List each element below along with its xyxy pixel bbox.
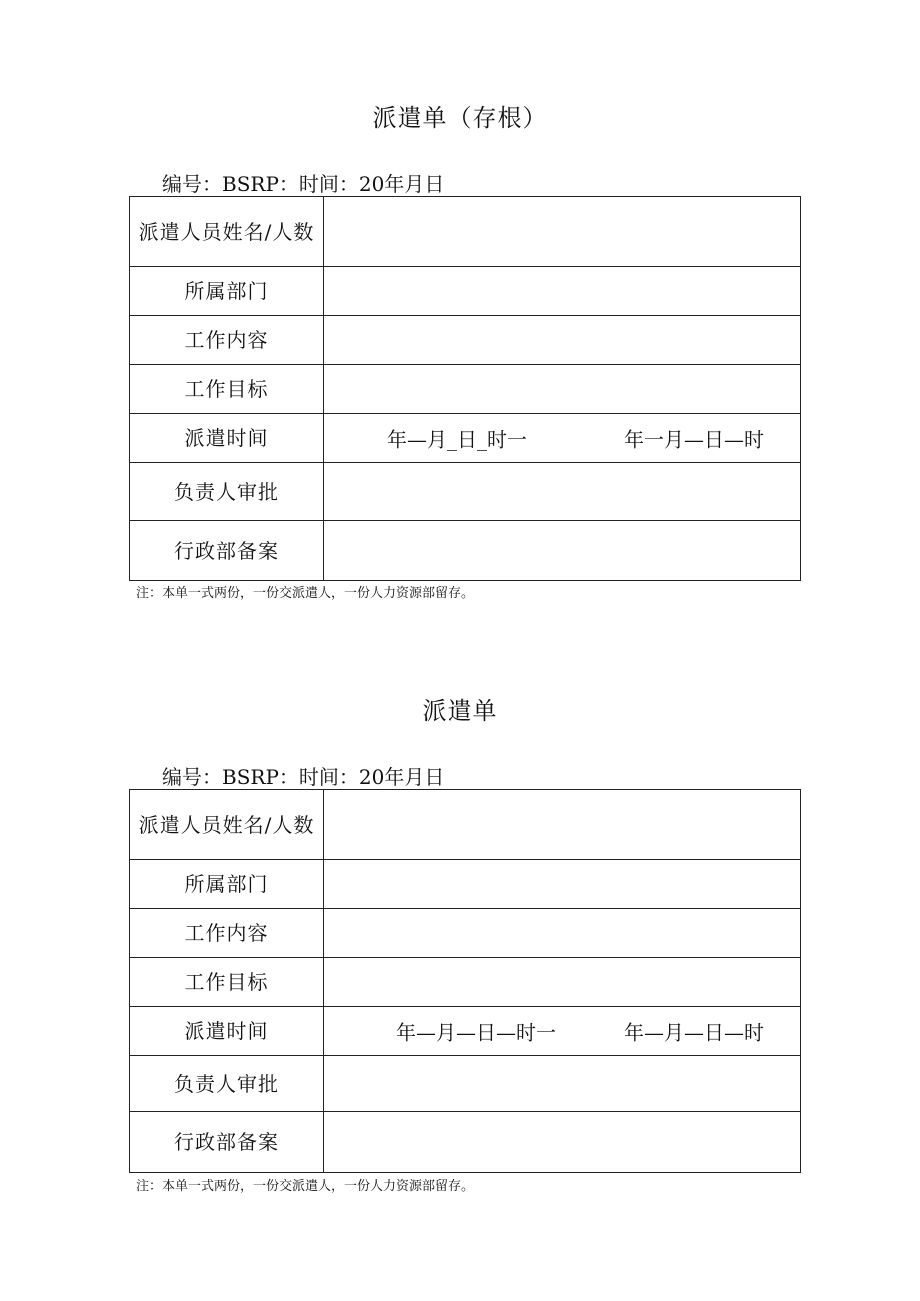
- row-label-dispatch-time: 派遣时间: [130, 1007, 324, 1056]
- row-value-department[interactable]: [324, 267, 801, 316]
- form-title: 派遣单: [422, 697, 498, 725]
- row-label-work-content: 工作内容: [130, 316, 324, 365]
- table-row: [130, 860, 801, 909]
- form-meta-line: 编号：BSRP：时间：20年月日: [162, 172, 445, 196]
- row-label-approval: 负责人审批: [130, 1056, 324, 1112]
- table-row: [130, 365, 801, 414]
- form-meta-line: 编号：BSRP：时间：20年月日: [162, 765, 445, 789]
- table-row: [130, 267, 801, 316]
- table-row: [130, 521, 801, 581]
- row-value-work-goal[interactable]: [324, 365, 801, 414]
- row-value-dispatch-time[interactable]: [324, 414, 801, 463]
- row-label-work-content: 工作内容: [130, 909, 324, 958]
- row-value-work-goal[interactable]: [324, 958, 801, 1007]
- time-end-text: 年一月—日—时: [624, 427, 764, 452]
- form-title: 派遣单（存根）: [372, 104, 548, 132]
- row-label-name-count: 派遣人员姓名/人数: [130, 197, 324, 267]
- dispatch-table: [129, 196, 801, 581]
- dispatch-table: [129, 789, 801, 1173]
- time-start-text: 年—月—日—时一: [396, 1020, 556, 1045]
- table-row: [130, 1056, 801, 1112]
- row-label-admin-record: 行政部备案: [130, 521, 324, 581]
- table-row: [130, 1007, 801, 1056]
- form-note: 注：本单一式两份，一份交派遣人，一份人力资源部留存。: [136, 1179, 475, 1194]
- table-row: [130, 958, 801, 1007]
- row-value-department[interactable]: [324, 860, 801, 909]
- row-label-admin-record: 行政部备案: [130, 1112, 324, 1173]
- row-value-work-content[interactable]: [324, 909, 801, 958]
- table-row: [130, 1112, 801, 1173]
- row-label-work-goal: 工作目标: [130, 958, 324, 1007]
- row-value-name-count[interactable]: [324, 197, 801, 267]
- form-note: 注：本单一式两份，一份交派遣人，一份人力资源部留存。: [136, 586, 475, 601]
- row-label-approval: 负责人审批: [130, 463, 324, 521]
- row-label-name-count: 派遣人员姓名/人数: [130, 790, 324, 860]
- row-value-dispatch-time[interactable]: [324, 1007, 801, 1056]
- row-value-work-content[interactable]: [324, 316, 801, 365]
- table-row: [130, 197, 801, 267]
- row-label-work-goal: 工作目标: [130, 365, 324, 414]
- row-label-dispatch-time: 派遣时间: [130, 414, 324, 463]
- time-start-text: 年—月_日_时一: [387, 427, 527, 452]
- row-value-admin-record[interactable]: [324, 1112, 801, 1173]
- table-row: [130, 790, 801, 860]
- row-value-approval[interactable]: [324, 463, 801, 521]
- row-value-admin-record[interactable]: [324, 521, 801, 581]
- table-row: [130, 463, 801, 521]
- row-label-department: 所属部门: [130, 860, 324, 909]
- row-label-department: 所属部门: [130, 267, 324, 316]
- row-value-approval[interactable]: [324, 1056, 801, 1112]
- table-row: [130, 316, 801, 365]
- row-value-name-count[interactable]: [324, 790, 801, 860]
- table-row: [130, 414, 801, 463]
- time-end-text: 年—月—日—时: [624, 1020, 764, 1045]
- table-row: [130, 909, 801, 958]
